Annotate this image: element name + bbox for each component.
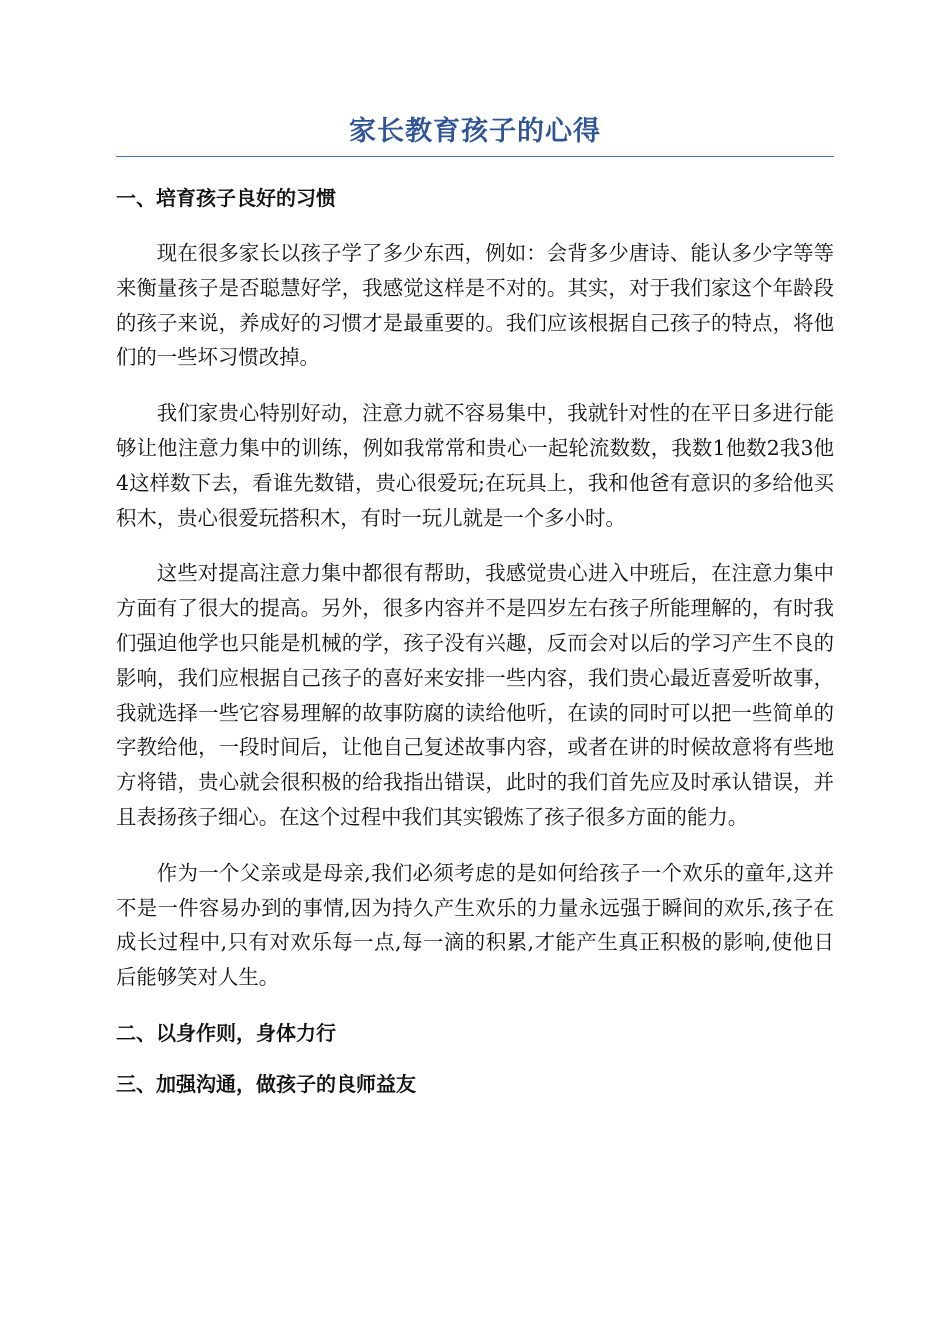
- paragraph: 作为一个父亲或是母亲,我们必须考虑的是如何给孩子一个欢乐的童年,这并不是一件容易办到的事情,因为持久产生欢乐的力量永远强于瞬间的欢乐,孩子在成长过程中,只有对欢乐每一点,每一滴的积累,才能产生真正积极的影响,使他日后能够笑对人生。: [116, 860, 834, 990]
- section-habits: [116, 182, 834, 995]
- paragraph: 我们家贵心特别好动，注意力就不容易集中，我就针对性的在平日多进行能够让他注意力集中的训练，例如我常常和贵心一起轮流数数，我数1他数2我3他4这样数下去，看谁先数错，贵心很爱玩;在玩具上，我和他爸有意识的多给他买积木，贵心很爱玩搭积木，有时一玩儿就是一个多小时。: [116, 401, 834, 530]
- document-page: [116, 112, 834, 1100]
- section-communication: [116, 1068, 834, 1100]
- paragraph: 这些对提高注意力集中都很有帮助，我感觉贵心进入中班后，在注意力集中方面有了很大的提高。另外，很多内容并不是四岁左右孩子所能理解的，有时我们强迫他学也只能是机械的学，孩子没有兴趣，反而会对以后的学习产生不良的影响，我们应根据自己孩子的喜好来安排一些内容，我们贵心最近喜爱听故事，我就选择一些它容易理解的故事防腐的读给他听，在读的同时可以把一些简单的字教给他，一段时间后，让他自己复述故事内容，或者在讲的时候故意将有些地方将错，贵心就会很积极的给我指出错误，此时的我们首先应及时承认错误，并且表扬孩子细心。在这个过程中我们其实锻炼了孩子很多方面的能力。: [116, 561, 834, 829]
- paragraph: 现在很多家长以孩子学了多少东西，例如：会背多少唐诗、能认多少字等等来衡量孩子是否聪慧好学，我感觉这样是不对的。其实，对于我们家这个年龄段的孩子来说，养成好的习惯才是最重要的。我们应该根据自己孩子的特点，将他们的一些坏习惯改掉。: [116, 241, 834, 370]
- section-lead-by-example: [116, 1017, 834, 1049]
- section-heading: 三、加强沟通，做孩子的良师益友: [116, 1071, 416, 1096]
- document-title: 家长教育孩子的心得: [116, 112, 834, 157]
- section-heading: 二、以身作则，身体力行: [116, 1020, 336, 1045]
- section-heading: 一、培育孩子良好的习惯: [116, 186, 336, 210]
